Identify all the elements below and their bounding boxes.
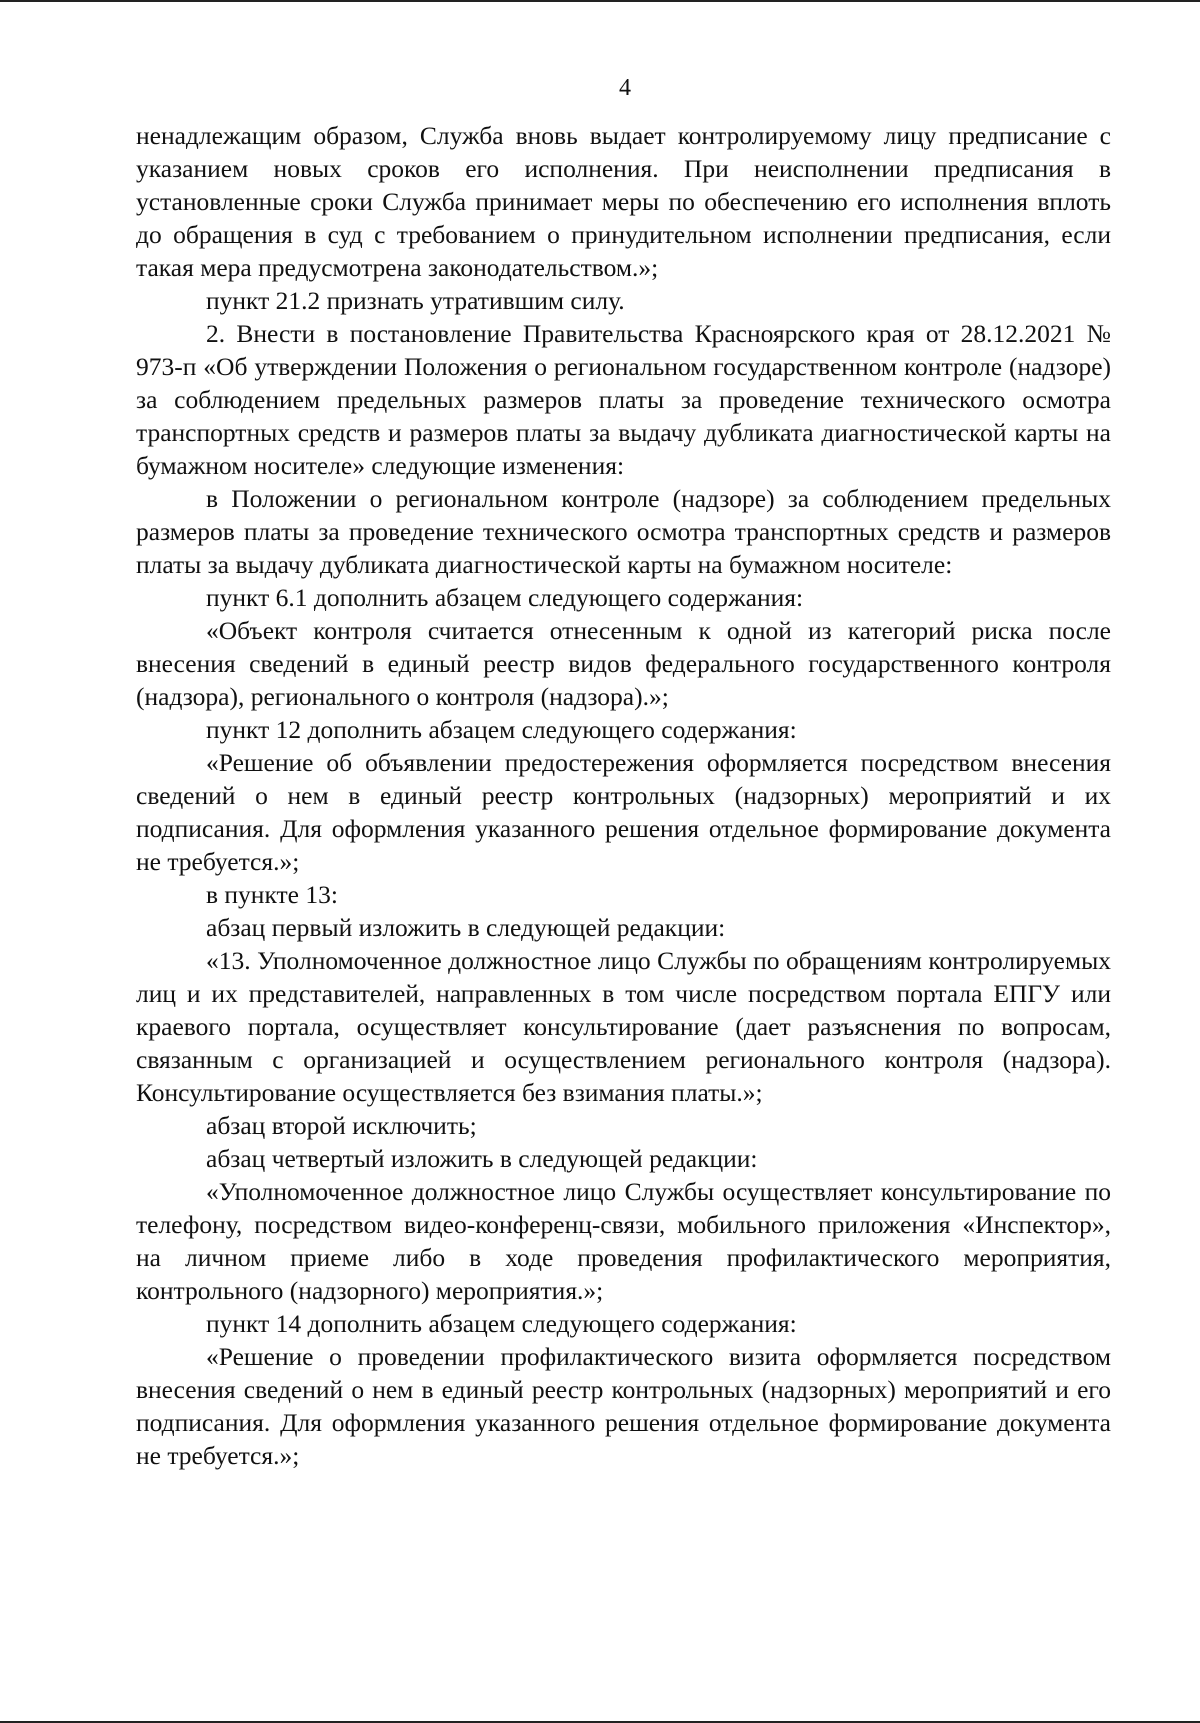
top-scan-edge — [0, 0, 1200, 2]
paragraph: пункт 6.1 дополнить абзацем следующего содержания: — [206, 583, 804, 612]
paragraph: пункт 21.2 признать утратившим силу. — [206, 286, 625, 315]
paragraph: «13. Уполномоченное должностное лицо Службы по обращениям контролируемых лиц и их представителей, направленных в том числе посредством портала ЕПГУ или краевого портала, осуществляет консультирование (дает разъяснения по вопросам, связанным с организацией и осуществлением регионального контроля (надзора). Консультирование осуществляется без взимания платы.»; — [136, 946, 1111, 1107]
paragraph: «Объект контроля считается отнесенным к одной из категорий риска после внесения сведений в единый реестр видов федерального государственного контроля (надзора), регионального о контроля (надзора).»; — [136, 616, 1111, 711]
page-number: 4 — [619, 75, 631, 101]
paragraph: ненадлежащим образом, Служба вновь выдает контролируемому лицу предписание с указанием новых сроков его исполнения. При неисполнении предписания в установленные сроки Служба принимает меры по обеспечению его исполнения вплоть до обращения в суд с требованием о принудительном исполнении предписания, если такая мера предусмотрена законодательством.»; — [136, 121, 1111, 282]
paragraph: пункт 14 дополнить абзацем следующего содержания: — [206, 1309, 797, 1338]
paragraph: пункт 12 дополнить абзацем следующего содержания: — [206, 715, 797, 744]
paragraph: 2. Внести в постановление Правительства Красноярского края от 28.12.2021 № 973-п «Об утверждении Положения о региональном государственном контроле (надзоре) за соблюдением предельных размеров платы за проведение технического осмотра транспортных средств и размеров платы за выдачу дубликата диагностической карты на бумажном носителе» следующие изменения: — [136, 319, 1111, 480]
paragraph: в Положении о региональном контроле (надзоре) за соблюдением предельных размеров платы за проведение технического осмотра транспортных средств и размеров платы за выдачу дубликата диагностической карты на бумажном носителе: — [136, 484, 1111, 579]
paragraph: «Решение о проведении профилактического визита оформляется посредством внесения сведений о нем в единый реестр контрольных (надзорных) мероприятий и его подписания. Для оформления указанного решения отдельное формирование документа не требуется.»; — [136, 1342, 1111, 1470]
paragraph: абзац первый изложить в следующей редакции: — [206, 913, 726, 942]
paragraph: абзац второй исключить; — [206, 1111, 477, 1140]
paragraph: «Решение об объявлении предостережения оформляется посредством внесения сведений о нем в единый реестр контрольных (надзорных) мероприятий и их подписания. Для оформления указанного решения отдельное формирование документа не требуется.»; — [136, 748, 1111, 876]
document-body — [136, 119, 1111, 1472]
paragraph: абзац четвертый изложить в следующей редакции: — [206, 1144, 758, 1173]
paragraph: «Уполномоченное должностное лицо Службы осуществляет консультирование по телефону, посредством видео-конференц-связи, мобильного приложения «Инспектор», на личном приеме либо в ходе проведения профилактического мероприятия, контрольного (надзорного) мероприятия.»; — [136, 1177, 1111, 1305]
paragraph: в пункте 13: — [206, 880, 338, 909]
